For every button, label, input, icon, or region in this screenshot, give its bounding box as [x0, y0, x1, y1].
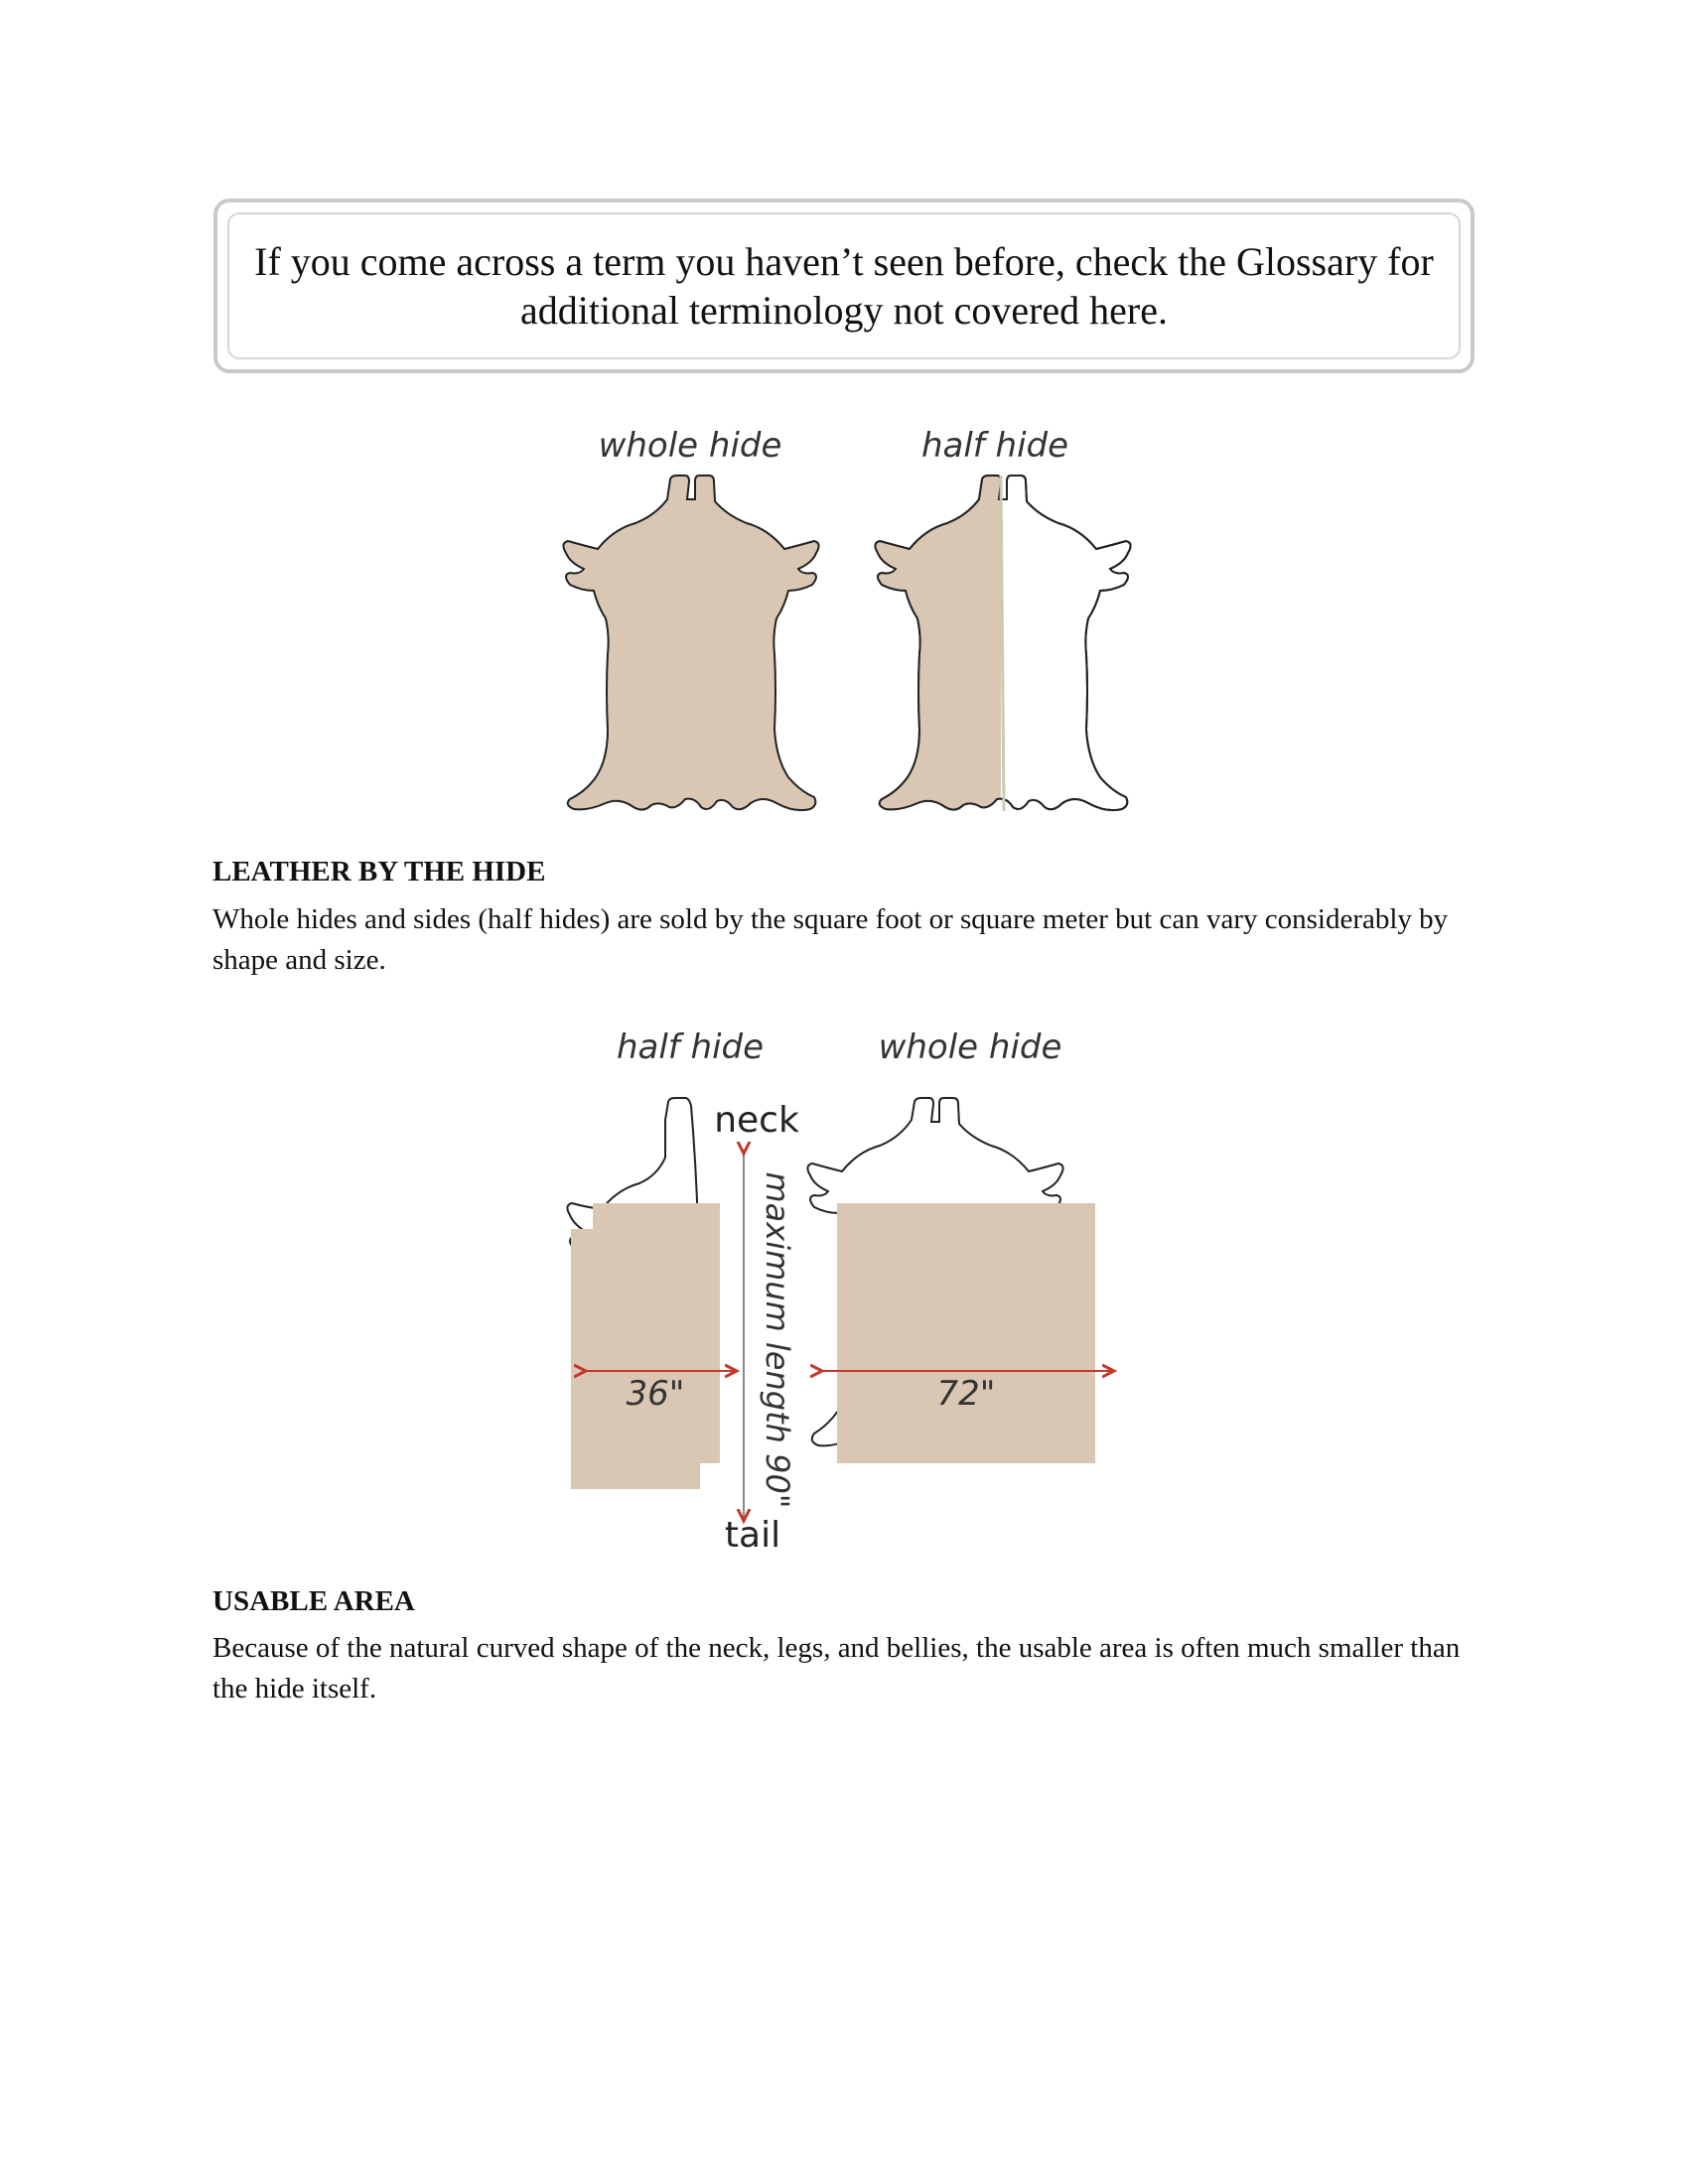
- half-hide-usable-area: [593, 1203, 720, 1463]
- usable-area-figure: [526, 1023, 1162, 1578]
- section-body-usable-area: Because of the natural curved shape of the neck, legs, and bellies, the usable area is often much smaller than the hide itself.: [212, 1632, 1461, 1705]
- whole-width-label: 72": [936, 1374, 996, 1414]
- whole-hide-usable-area: [837, 1203, 1095, 1463]
- half-hide-label-1: half hide: [920, 426, 1069, 466]
- section-heading-leather-by-hide: LEATHER BY THE HIDE: [212, 856, 546, 887]
- section-body-leather-by-hide: Whole hides and sides (half hides) are sold by the square foot or square meter but can vary considerably by shape and size.: [212, 903, 1449, 976]
- max-length-label: maximum length 90": [759, 1171, 796, 1509]
- half-hide-label-2: half hide: [616, 1027, 765, 1067]
- hide-types-figure: [526, 417, 1162, 834]
- neck-label: neck: [714, 1100, 799, 1141]
- glossary-callout-text: If you come across a term you haven’t seen before, check the Glossary for additional terminology not covered here.: [254, 239, 1434, 333]
- half-hide-shape: [875, 476, 1130, 811]
- whole-hide-shape: [563, 476, 818, 810]
- glossary-callout: [213, 199, 1475, 373]
- section-heading-usable-area: USABLE AREA: [212, 1585, 415, 1617]
- half-width-label: 36": [626, 1374, 685, 1414]
- tail-label: tail: [724, 1515, 781, 1556]
- whole-hide-label-2: whole hide: [878, 1027, 1062, 1067]
- glossary-callout-inner: [227, 212, 1461, 359]
- whole-hide-label: whole hide: [598, 426, 782, 466]
